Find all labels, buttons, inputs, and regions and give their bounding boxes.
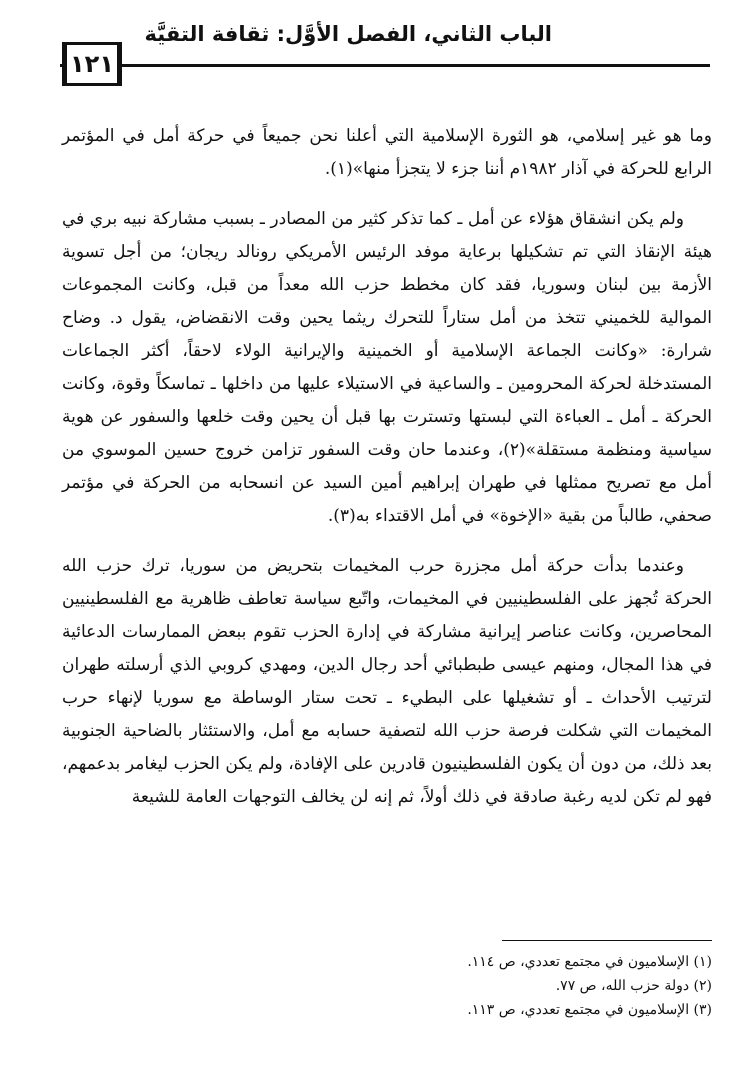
footnote-2: (٢) دولة حزب الله، ص ٧٧.	[555, 978, 712, 994]
running-header-title: الباب الثاني، الفصل الأوَّل: ثقافة التقيَّة	[144, 22, 552, 46]
footnote-1: (١) الإسلاميون في مجتمع تعددي، ص ١١٤.	[467, 954, 712, 970]
paragraph-3: وعندما بدأت حركة أمل مجزرة حرب المخيمات بتحريض من سوريا، ترك حزب الله الحركة تُجهز على الفلسطينيين في المخيمات، واتّبع سياسة تعاطف ظاهرية مع الفلسطينيين المحاصرين، وكانت عناصر إيرانية مشاركة في إدارة الحزب تقوم ببعض الممارسات الدعائية في هذا المجال، ومنهم عيسى طبطبائي أحد رجال الدين، ومهدي كروبي الذي أرسلته طهران لترتيب الأحداث ـ أو تشغيلها على البطيء ـ تحت ستار الوساطة مع سوريا لإنهاء حرب المخيمات التي شكلت فرصة حزب الله لتصفية حسابه مع أمل، والاستئثار بالضاحية الجنوبية بعد ذلك، من دون أن يكون الفلسطينيون قادرين على الإفادة، ولم يكن الحزب ليغامر بدعمهم، فهو لم تكن لديه رغبة صادقة في ذلك أولاً، ثم إنه لن يخالف التوجهات العامة للشيعة	[62, 556, 712, 807]
footnotes	[467, 950, 712, 1022]
paragraph-1: وما هو غير إسلامي، هو الثورة الإسلامية التي أعلنا نحن جميعاً في حركة أمل في المؤتمر الرابع للحركة في آذار ١٩٨٢م أننا جزء لا يتجزأ منها»(١).	[62, 126, 712, 179]
paragraph-2: ولم يكن انشقاق هؤلاء عن أمل ـ كما تذكر كثير من المصادر ـ بسبب مشاركة نبيه بري في هيئة الإنقاذ التي تم تشكيلها برعاية موفد الرئيس الأمريكي رونالد ريجان؛ من أجل تسوية الأزمة بين لبنان وسوريا، فقد كان مخطط حزب الله معداً من قبل، وكانت المجموعات الموالية للخميني تتخذ من أمل ستاراً للتحرك ريثما يحين وقت الانقضاض، يقول د. وضاح شرارة: «وكانت الجماعة الإسلامية أو الخمينية والإيرانية الولاء لاحقاً، أكثر الجماعات المستدخلة لحركة المحرومين ـ والساعية في الاستيلاء عليها من داخلها ـ تماسكاً وقوة، وكانت الحركة ـ أمل ـ العباءة التي لبستها وتسترت بها قبل أن يحين وقت خلعها والسفور عن هوية سياسية ومنظمة مستقلة»(٢)، وعندما حان وقت السفور تزامن خروج حسين الموسوي من أمل مع تصريح ممثلها في طهران إبراهيم أمين السيد عن انسحابه من الحركة في مؤتمر صحفي، طالباً من بقية «الإخوة» في أمل الاقتداء به(٣).	[62, 209, 712, 526]
footnote-rule	[502, 940, 712, 941]
body-text	[62, 120, 712, 831]
header-rule	[60, 64, 710, 67]
page-number: ١٢١	[70, 50, 114, 78]
footnote-3: (٣) الإسلاميون في مجتمع تعددي، ص ١١٣.	[467, 1002, 712, 1018]
page-number-box	[62, 42, 122, 86]
